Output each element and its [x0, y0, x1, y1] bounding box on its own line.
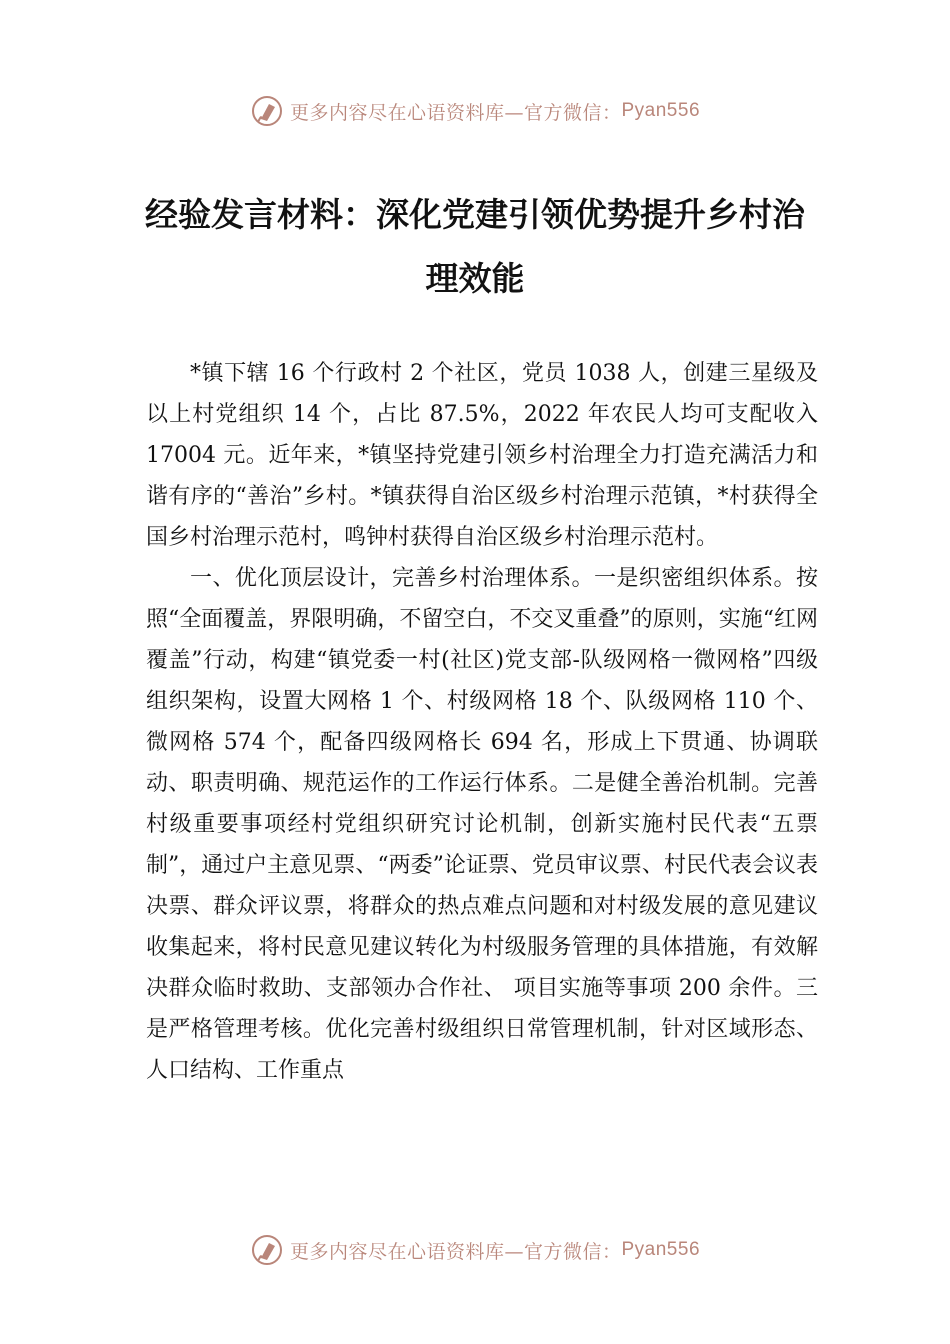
pen-nib-icon [250, 94, 284, 128]
wechat-id: Pyan556 [621, 1239, 701, 1260]
watermark-text: 更多内容尽在心语资料库—官方微信： [289, 101, 622, 124]
paragraph-intro: *镇下辖 16 个行政村 2 个社区，党员 1038 人，创建三星级及以上村党组织 14 个，占比 87.5%，2022 年农民人均可支配收入 17004 元。近年来，*镇坚持党建引领乡村治理全力打造充满活力和谐有序的“善治”乡村。*镇获得自治区级乡村治理示范镇，*村获得全国乡村治理示范村，鸣钟村获得自治区级乡村治理示范村。 [146, 361, 818, 550]
pen-nib-icon [250, 1233, 284, 1267]
header-watermark [0, 94, 950, 128]
document-body [146, 353, 818, 1091]
wechat-id: Pyan556 [621, 100, 701, 121]
footer-watermark [0, 1233, 950, 1267]
watermark-text: 更多内容尽在心语资料库—官方微信： [289, 1240, 622, 1263]
paragraph-section-1: 一、优化顶层设计，完善乡村治理体系。一是织密组织体系。按照“全面覆盖，界限明确，不留空白，不交叉重叠”的原则，实施“红网覆盖”行动，构建“镇党委一村(社区)党支部-队级网格一微网格”四级组织架构，设置大网格 1 个、村级网格 18 个、队级网格 110 个、微网格 574 个，配备四级网格长 694 名，形成上下贯通、协调联动、职责明确、规范运作的工作运行体系。二是健全善治机制。完善村级重要事项经村党组织研究讨论机制，创新实施村民代表“五票制”，通过户主意见票、“两委”论证票、党员审议票、村民代表会议表决票、群众评议票，将群众的热点难点问题和对村级发展的意见建议收集起来，将村民意见建议转化为村级服务管理的具体措施，有效解决群众临时救助、支部领办合作社、 项目实施等事项 200 余件。三是严格管理考核。优化完善村级组织日常管理机制，针对区域形态、人口结构、工作重点 [146, 566, 818, 1083]
page-title: 经验发言材料：深化党建引领优势提升乡村治理效能 [145, 195, 805, 298]
